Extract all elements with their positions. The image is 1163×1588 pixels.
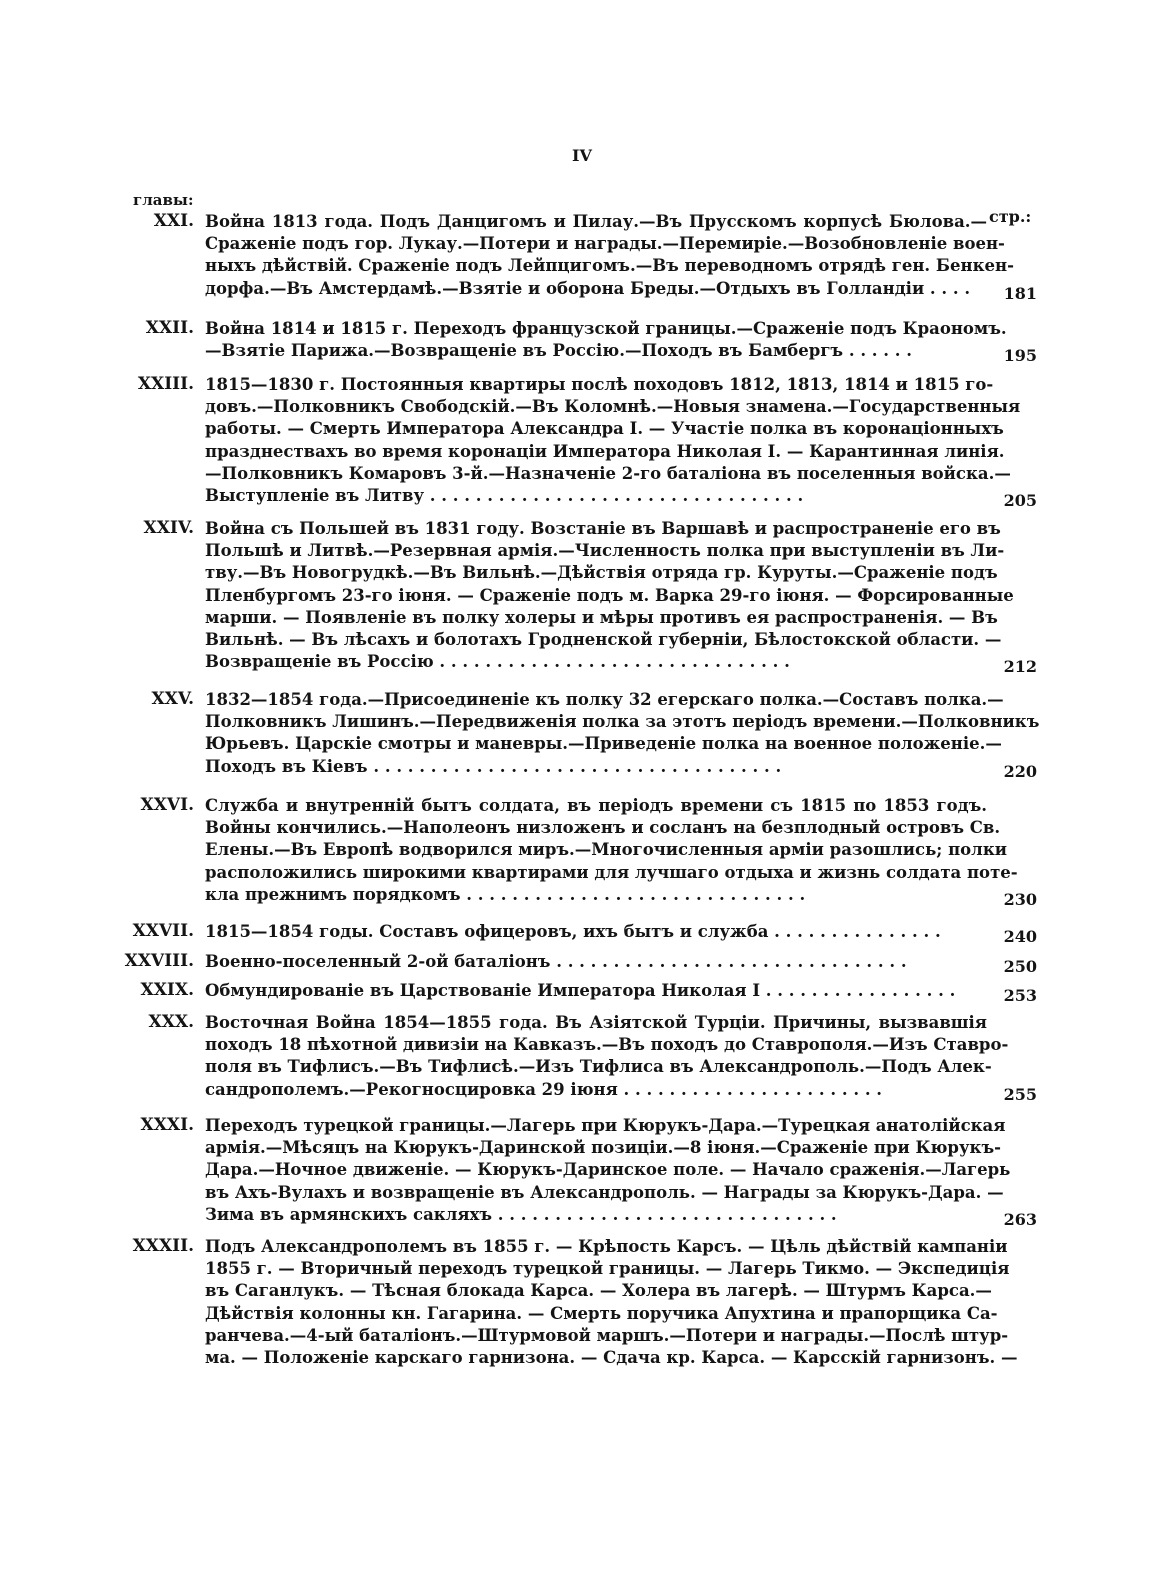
pages-column-label: стр.: xyxy=(989,207,1032,226)
chapter-description xyxy=(205,795,1018,906)
description-line: —Полковникъ Комаровъ 3-й.—Назначеніе 2-го баталіона въ поселенныя войска.— xyxy=(205,463,1011,483)
description-line: Елены.—Въ Европѣ водворился миръ.—Многочисленныя арміи разошлись; полки xyxy=(205,840,1007,860)
description-line: Восточная Война 1854—1855 года. Въ Азіятской Турціи. Причины, вызвавшія xyxy=(205,1013,987,1032)
description-line: Война съ Польшей въ 1831 году. Возстаніе въ Варшавѣ и распространеніе его въ xyxy=(205,519,1001,538)
description-line: дорфа.—Въ Амстердамѣ.—Взятіе и оборона Бреды.—Отдыхъ въ Голландіи . . . . xyxy=(205,278,971,298)
description-line: марши. — Появленіе въ полку холеры и мѣры противъ ея распространенія. — Въ xyxy=(205,607,998,627)
chapter-number: XXXII. xyxy=(132,1236,194,1256)
page-reference: 195 xyxy=(1003,346,1037,366)
description-line: Полковникъ Лишинъ.—Передвиженія полка за этотъ періодъ времени.—Полковникъ xyxy=(205,712,1040,732)
page-reference: 250 xyxy=(1003,957,1037,976)
description-line: Войны кончились.—Наполеонъ низложенъ и сосланъ на безплодный островъ Св. xyxy=(205,818,1001,838)
chapter-number: XXIX. xyxy=(140,980,194,1000)
description-line: работы. — Смерть Императора Александра I. — Участіе полка въ коронаціонныхъ xyxy=(205,419,1004,439)
page-number: IV xyxy=(572,146,592,165)
description-line: Война 1814 и 1815 г. Переходъ французской границы.—Сраженіе подъ Краономъ. xyxy=(205,319,1007,338)
page-reference: 263 xyxy=(1003,1209,1037,1229)
description-line: ма. — Положеніе карскаго гарнизона. — Сдача кр. Карса. — Карсскій гарнизонъ. — xyxy=(205,1348,1018,1368)
page-reference: 253 xyxy=(1003,986,1037,1005)
description-line: поля въ Тифлисъ.—Въ Тифлисѣ.—Изъ Тифлиса въ Александрополь.—Подъ Алек- xyxy=(205,1057,992,1077)
chapter-description xyxy=(205,518,1014,673)
description-line: довъ.—Полковникъ Свободскій.—Въ Коломнѣ.—Новыя знамена.—Государственныя xyxy=(205,397,1021,417)
description-line: —Взятіе Парижа.—Возвращеніе въ Россію.—Походъ въ Бамбергъ . . . . . . xyxy=(205,341,913,361)
description-line: кла прежнимъ порядкомъ . . . . . . . . . . . . . . . . . . . . . . . . . . . . . . xyxy=(205,884,806,904)
description-line: Польшѣ и Литвѣ.—Резервная армія.—Численность полка при выступленіи въ Ли- xyxy=(205,541,1005,561)
chapter-description xyxy=(205,980,987,1002)
description-line: сандрополемъ.—Рекогносцировка 29 іюня . . . . . . . . . . . . . . . . . . . . . . . xyxy=(205,1079,883,1099)
chapter-number: XXVI. xyxy=(140,795,194,815)
description-line: ранчева.—4-ый баталіонъ.—Штурмовой маршъ.—Потери и награды.—Послѣ штур- xyxy=(205,1325,1009,1345)
chapter-description xyxy=(205,921,987,943)
page-reference: 205 xyxy=(1003,491,1037,510)
description-line: тву.—Въ Новогрудкѣ.—Въ Вильнѣ.—Дѣйствія отряда гр. Куруты.—Сраженіе подъ xyxy=(205,563,998,583)
description-line: въ Саганлукъ. — Тѣсная блокада Карса. — Холера въ лагерѣ. — Штурмъ Карса.— xyxy=(205,1281,992,1301)
description-line: Зима въ армянскихъ сакляхъ . . . . . . . . . . . . . . . . . . . . . . . . . . . . . . xyxy=(205,1204,837,1224)
chapter-description xyxy=(205,211,1014,300)
chapter-number: XXXI. xyxy=(140,1115,194,1135)
page-reference: 240 xyxy=(1003,927,1037,946)
description-line: Служба и внутренній бытъ солдата, въ періодъ времени съ 1815 по 1853 годъ. xyxy=(205,796,987,815)
chapter-number: XXIII. xyxy=(137,374,194,394)
chapter-description xyxy=(205,318,1007,362)
chapters-column-label: главы: xyxy=(133,191,194,209)
chapter-number: XXI. xyxy=(153,211,194,231)
description-line: въ Ахъ-Вулахъ и возвращеніе въ Александрополь. — Награды за Кюрукъ-Дара. — xyxy=(205,1182,1004,1202)
page-reference: 181 xyxy=(1003,283,1037,303)
chapter-number: XXII. xyxy=(145,318,194,338)
description-line: Возвращеніе въ Россію . . . . . . . . . . . . . . . . . . . . . . . . . . . . . . . xyxy=(205,652,790,672)
chapter-description xyxy=(205,1115,1011,1226)
chapter-number: XXV. xyxy=(151,689,194,709)
page-reference: 220 xyxy=(1003,761,1037,781)
page-reference: 255 xyxy=(1003,1084,1037,1104)
chapter-description xyxy=(205,951,987,973)
description-line: Пленбургомъ 23-го іюня. — Сраженіе подъ м. Варка 29-го іюня. — Форсированные xyxy=(205,585,1014,605)
chapter-description xyxy=(205,374,1021,507)
description-line: Военно-поселенный 2-ой баталіонъ . . . . . . . . . . . . . . . . . . . . . . . . . . . . . . . xyxy=(205,952,907,971)
chapter-number: XXVII. xyxy=(132,921,194,941)
chapter-description xyxy=(205,1012,1009,1101)
description-line: Дѣйствія колонны кн. Гагарина. — Смерть поручика Апухтина и прапорщика Са- xyxy=(205,1303,998,1323)
description-line: расположились широкими квартирами для лучшаго отдыха и жизнь солдата поте- xyxy=(205,862,1018,882)
description-line: Дара.—Ночное движеніе. — Кюрукъ-Даринское поле. — Начало сраженія.—Лагерь xyxy=(205,1160,1011,1180)
description-line: Подъ Александрополемъ въ 1855 г. — Крѣпость Карсъ. — Цѣль дѣйствій кампаніи xyxy=(205,1237,1008,1256)
chapter-description xyxy=(205,1236,1018,1369)
description-line: 1815—1830 г. Постоянныя квартиры послѣ походовъ 1812, 1813, 1814 и 1815 го- xyxy=(205,375,994,394)
description-line: Вильнѣ. — Въ лѣсахъ и болотахъ Гродненской губерніи, Бѣлостокской области. — xyxy=(205,630,1002,650)
description-line: Сраженіе подъ гор. Лукау.—Потери и награды.—Перемиріе.—Возобновленіе воен- xyxy=(205,234,1005,254)
description-line: Переходъ турецкой границы.—Лагерь при Кюрукъ-Дара.—Турецкая анатолійская xyxy=(205,1116,1006,1135)
page-reference: 212 xyxy=(1003,657,1037,677)
description-line: празднествахъ во время коронаціи Императора Николая I. — Карантинная линія. xyxy=(205,441,1005,461)
chapter-number: XXIV. xyxy=(143,518,194,538)
description-line: 1855 г. — Вторичный переходъ турецкой границы. — Лагерь Тикмо. — Экспедиція xyxy=(205,1259,1010,1279)
chapter-number: XXX. xyxy=(148,1012,194,1032)
description-line: 1815—1854 годы. Составъ офицеровъ, ихъ бытъ и служба . . . . . . . . . . . . . . . xyxy=(205,922,941,941)
chapter-number: XXVIII. xyxy=(124,951,194,971)
description-line: Выступленіе въ Литву . . . . . . . . . . . . . . . . . . . . . . . . . . . . . . . . . xyxy=(205,486,804,506)
description-line: Юрьевъ. Царскіе смотры и маневры.—Приведеніе полка на военное положеніе.— xyxy=(205,734,1002,754)
description-line: Обмундированіе въ Царствованіе Императора Николая I . . . . . . . . . . . . . . . . . xyxy=(205,981,956,1000)
description-line: ныхъ дѣйствій. Сраженіе подъ Лейпцигомъ.—Въ переводномъ отрядѣ ген. Бенкен- xyxy=(205,256,1014,276)
description-line: 1832—1854 года.—Присоединеніе къ полку 32 егерскаго полка.—Составъ полка.— xyxy=(205,690,1004,709)
page-reference: 230 xyxy=(1003,889,1037,909)
description-line: Походъ въ Кіевъ . . . . . . . . . . . . . . . . . . . . . . . . . . . . . . . . . . . . xyxy=(205,756,782,776)
description-line: армія.—Мѣсяцъ на Кюрукъ-Даринской позиціи.—8 іюня.—Сраженіе при Кюрукъ- xyxy=(205,1138,1001,1158)
description-line: походъ 18 пѣхотной дивизіи на Кавказъ.—Въ походъ до Ставрополя.—Изъ Ставро- xyxy=(205,1035,1009,1055)
description-line: Война 1813 года. Подъ Данцигомъ и Пилау.—Въ Прусскомъ корпусѣ Бюлова.— xyxy=(205,212,987,231)
